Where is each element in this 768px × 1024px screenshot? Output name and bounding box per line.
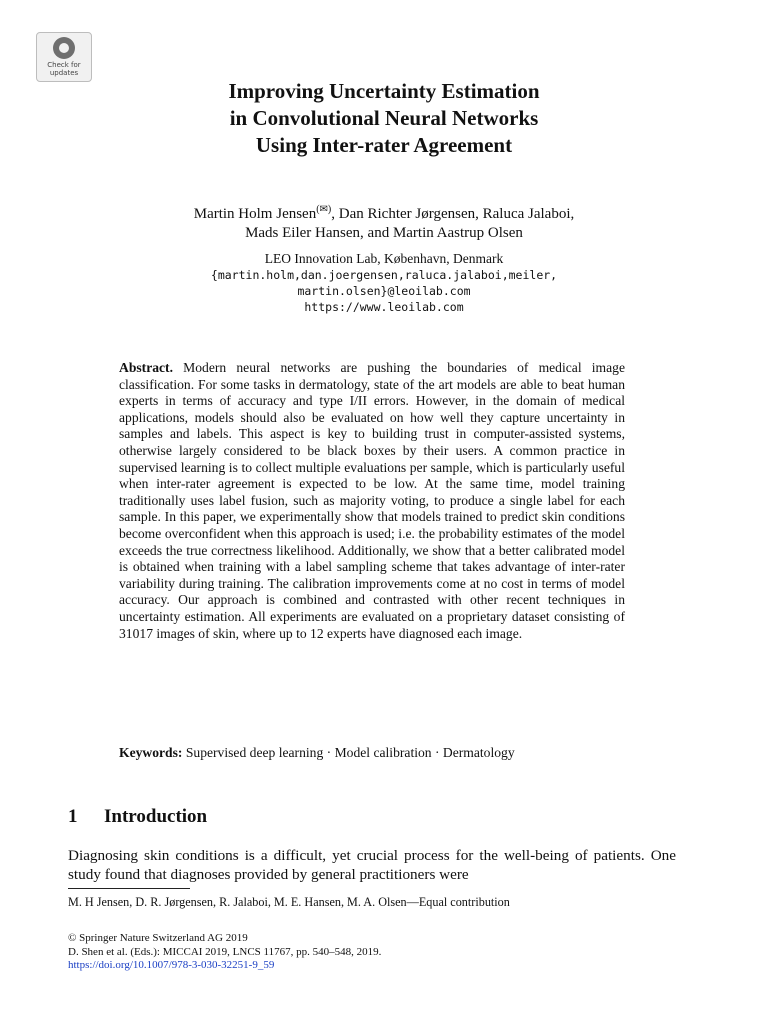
intro-paragraph: Diagnosing skin conditions is a difficult, yet crucial process for the well-being of patients. One study found that diagnoses provided by general practitioners were (68, 847, 676, 883)
abstract-text: Modern neural networks are pushing the boundaries of medical image classification. For some tasks in dermatology, state of the art models are able to beat human experts in terms of accuracy and type I/II errors. However, in the domain of medical applications, models should also be evaluated on how well they capture uncertainty in samples and labels. This aspect is key to building trust in computer-assisted systems, otherwise largely considered to be black boxes by their users. A common practice in supervised learning is to collect multiple evaluations per sample, which is particularly useful when inter-rater agreement is expected to be low. At the same time, model training traditionally uses label fusion, such as majority voting, to produce a single label for each sample. In this paper, we experimentally show that models trained to predict skin conditions become overconfident when this approach is used; i.e. the probability estimates of the model exceeds the true correctness likelihood. Additionally, we show that a better calibrated model is obtained when training with a label sampling scheme that takes advantage of inter-rater variability during training. The calibration improvements come at no cost in terms of model accuracy. Our approach is combined and contrasted with other recent techniques in uncertainty estimation. All experiments are evaluated on a proprietary dataset consisting of 31017 images of skin, where up to 12 experts have diagnosed each image. (119, 360, 625, 641)
citation-line: D. Shen et al. (Eds.): MICCAI 2019, LNCS 11767, pp. 540–548, 2019. (68, 945, 382, 958)
affiliation-org: LEO Innovation Lab, København, Denmark (264, 251, 504, 266)
abstract-label: Abstract. (119, 360, 173, 375)
doi-link[interactable]: https://doi.org/10.1007/978-3-030-32251-9_59 (68, 959, 275, 971)
footnote-divider (68, 888, 190, 889)
copyright-line: © Springer Nature Switzerland AG 2019 (68, 932, 248, 944)
copyright-block (68, 932, 381, 973)
author-list: Martin Holm Jensen(✉), Dan Richter Jørgensen, Raluca Jalaboi, Mads Eiler Hansen, and Martin Aastrup Olsen (193, 204, 575, 241)
lab-url-link[interactable]: https://www.leoilab.com (304, 300, 464, 314)
corresponding-author-icon: (✉) (316, 204, 332, 215)
abstract (119, 360, 625, 642)
keywords-text: Supervised deep learning · Model calibration · Dermatology (185, 745, 515, 760)
author-emails: {martin.holm,dan.joergensen,raluca.jalaboi,meiler, martin.olsen}@leoilab.com (210, 268, 558, 298)
keywords (119, 744, 625, 761)
author-first: Martin Holm Jensen (193, 206, 317, 222)
section-title: Introduction (104, 806, 208, 827)
crossmark-icon (53, 37, 75, 59)
affiliation (0, 250, 768, 315)
footnote: M. H Jensen, D. R. Jørgensen, R. Jalaboi, M. E. Hansen, M. A. Olsen—Equal contribution (68, 895, 510, 909)
check-for-updates-badge[interactable] (36, 32, 92, 82)
keywords-label: Keywords: (119, 745, 183, 760)
section-heading (68, 806, 207, 828)
section-number: 1 (68, 806, 78, 827)
badge-label: Check for updates (47, 61, 81, 77)
paper-title: Improving Uncertainty Estimation in Convolutional Neural Networks Using Inter-rater Agreement (228, 79, 540, 157)
